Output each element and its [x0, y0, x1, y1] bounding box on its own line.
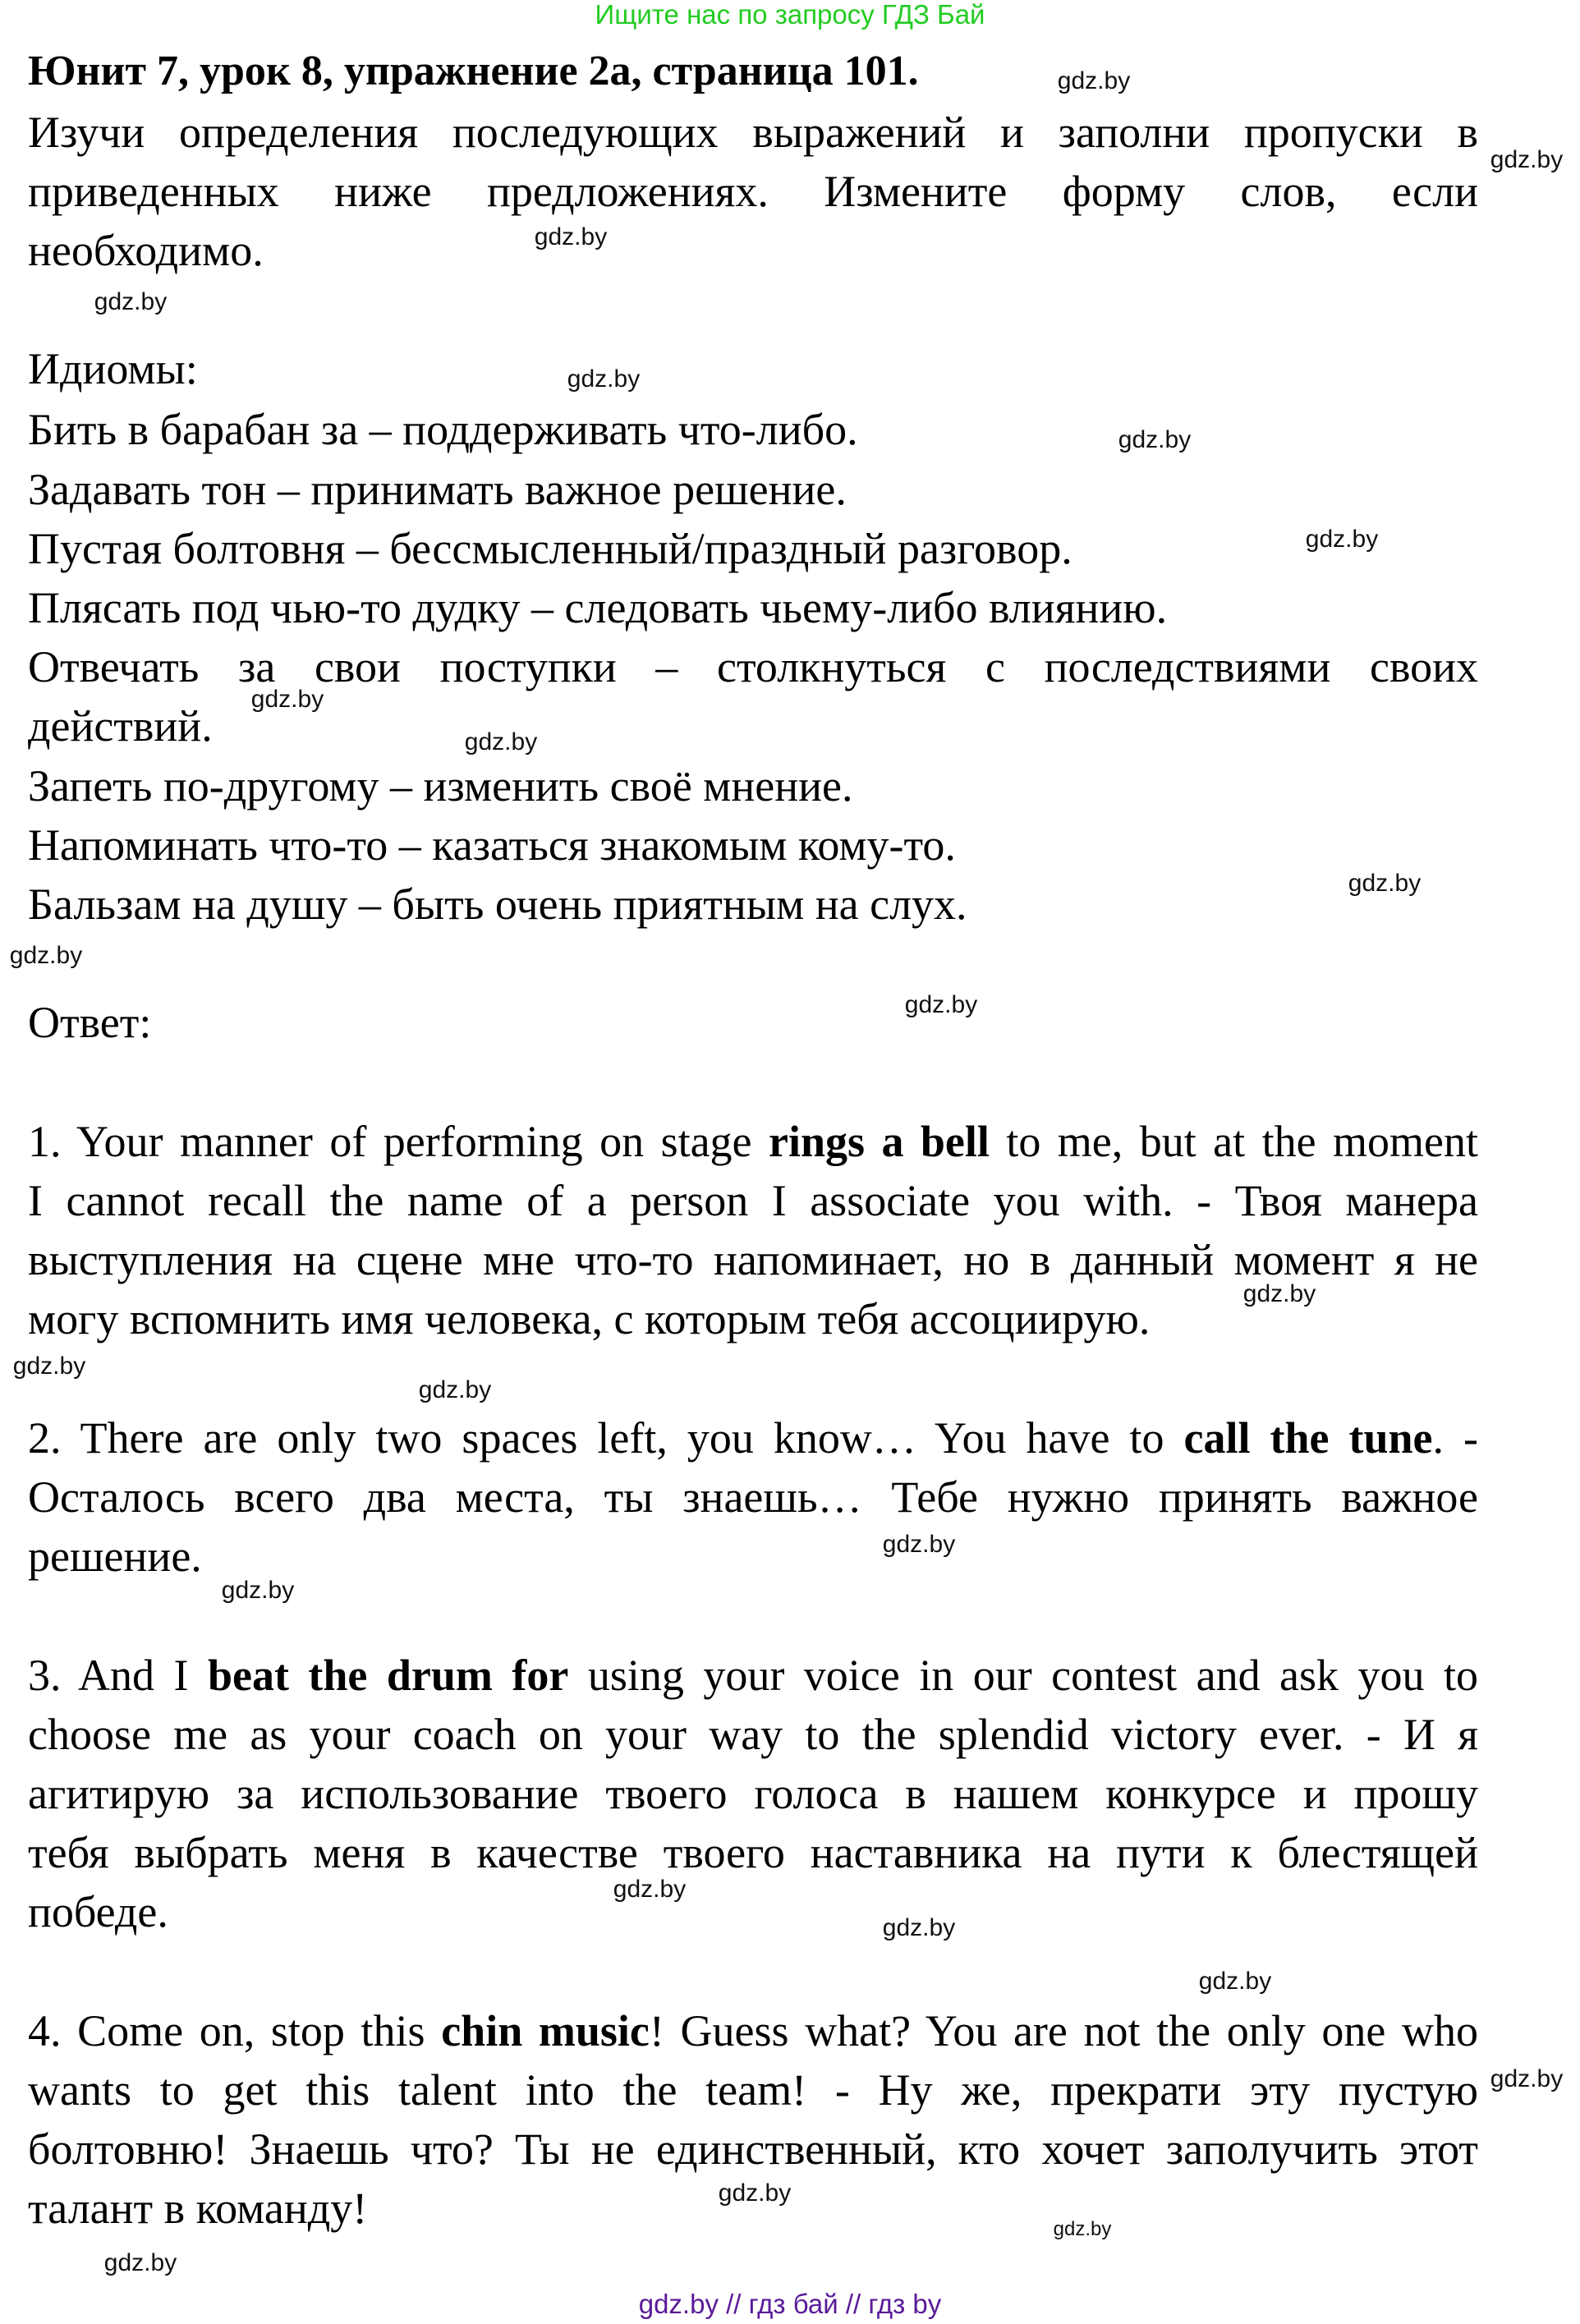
answer-2-line [28, 1408, 1478, 1467]
answer-3-line: тебя выбрать меня в качестве твоего наставника на пути к блестящей [28, 1828, 1478, 1877]
watermark: gdz.by [1490, 2065, 1564, 2092]
text: using your voice in our contest and ask you to [568, 1651, 1479, 1700]
watermark: gdz.by [9, 942, 83, 969]
answer-1-line: I cannot recall the name of a person I associate you with. - Твоя манера [28, 1176, 1478, 1225]
watermark: gdz.by [418, 1376, 492, 1403]
watermark: gdz.by [882, 1531, 956, 1558]
idiom-line: Напоминать что-то – казаться знакомым кому-то. [28, 820, 956, 870]
watermark: gdz.by [534, 223, 608, 250]
answer-1-line: могу вспомнить имя человека, с которым тебя ассоциирую. [28, 1294, 1151, 1343]
text: 3. And I [28, 1651, 208, 1700]
watermark: gdz.by [1198, 1968, 1272, 1995]
idiom-highlight: rings a bell [768, 1117, 990, 1166]
idiom-line: Бить в барабан за – поддерживать что-либо. [28, 405, 858, 454]
watermark: gdz.by [1305, 526, 1379, 553]
watermark: gdz.by [1490, 146, 1564, 173]
text: ! Guess what? You are not the only one who [649, 2006, 1479, 2055]
idioms-heading: Идиомы: [28, 344, 198, 393]
task-line: необходимо. [28, 226, 264, 275]
answer-heading: Ответ: [28, 998, 152, 1047]
idiom-line: Плясать под чью-то дудку – следовать чьему-либо влиянию. [28, 583, 1168, 632]
answer-3-line: choose me as your coach on your way to the splendid victory ever. - И я [28, 1710, 1478, 1759]
answer-2-line: решение. [28, 1532, 202, 1581]
idiom-line: Отвечать за свои поступки – столкнуться с последствиями своих [28, 642, 1478, 691]
watermark: gdz.by [94, 288, 168, 315]
watermark: gdz.by [1348, 870, 1422, 897]
answer-4-line: болтовню! Знаешь что? Ты не единственный, кто хочет заполучить этот [28, 2124, 1478, 2174]
text: to me, but at the moment [989, 1117, 1478, 1166]
answer-3-line: агитирую за использование твоего голоса в нашем конкурсе и прошу [28, 1769, 1478, 1818]
answer-1-line [28, 1112, 1478, 1171]
watermark: gdz.by [103, 2249, 177, 2276]
page-title: Юнит 7, урок 8, упражнение 2а, страница 101. [28, 48, 919, 94]
watermark: gdz.by [221, 1577, 295, 1604]
idiom-line: Пустая болтовня – бессмысленный/праздный разговор. [28, 524, 1072, 573]
idiom-line: Запеть по-другому – изменить своё мнение. [28, 761, 853, 811]
task-line: приведенных ниже предложениях. Измените форму слов, если [28, 167, 1478, 216]
answer-4-line [28, 2001, 1478, 2060]
watermark: gdz.by [718, 2179, 792, 2207]
watermark: gdz.by [567, 365, 641, 393]
footer-links[interactable]: gdz.by // гдз бай // гдз by [638, 2289, 942, 2319]
task-line: Изучи определения последующих выражений и заполни пропуски в [28, 108, 1478, 157]
watermark: gdz.by [12, 1353, 86, 1380]
answer-3-line [28, 1646, 1478, 1705]
text: . - [1432, 1413, 1479, 1463]
idiom-line: Бальзам на душу – быть очень приятным на слух. [28, 880, 967, 929]
idiom-line: действий. [28, 701, 213, 751]
watermark: gdz.by [250, 686, 324, 713]
text: 4. Come on, stop this [28, 2006, 442, 2055]
watermark: gdz.by [1118, 426, 1192, 453]
idiom-highlight: beat the drum for [207, 1651, 569, 1700]
idiom-highlight: chin music [441, 2006, 650, 2055]
watermark: gdz.by [904, 991, 978, 1018]
answer-1-line: выступления на сцене мне что-то напоминает, но в данный момент я не [28, 1235, 1478, 1284]
watermark: gdz.by [1242, 1280, 1316, 1307]
watermark: gdz.by [613, 1876, 687, 1903]
answer-2-line: Осталось всего два места, ты знаешь… Тебе нужно принять важное [28, 1472, 1478, 1522]
idiom-line: Задавать тон – принимать важное решение. [28, 465, 847, 514]
watermark: gdz.by [464, 728, 538, 756]
answer-4-line: wants to get this talent into the team! - Ну же, прекрати эту пустую [28, 2065, 1478, 2115]
watermark: gdz.by [1057, 67, 1131, 94]
search-banner[interactable]: Ищите нас по запросу ГДЗ Бай [595, 0, 985, 30]
answer-3-line: победе. [28, 1887, 168, 1936]
answer-4-line: талант в команду! [28, 2184, 368, 2233]
watermark: gdz.by [882, 1914, 956, 1941]
text: 1. Your manner of performing on stage [28, 1117, 769, 1166]
idiom-highlight: call the tune [1183, 1413, 1433, 1463]
watermark: gdz.by [1053, 2218, 1112, 2240]
text: 2. There are only two spaces left, you know… You have to [28, 1413, 1184, 1463]
